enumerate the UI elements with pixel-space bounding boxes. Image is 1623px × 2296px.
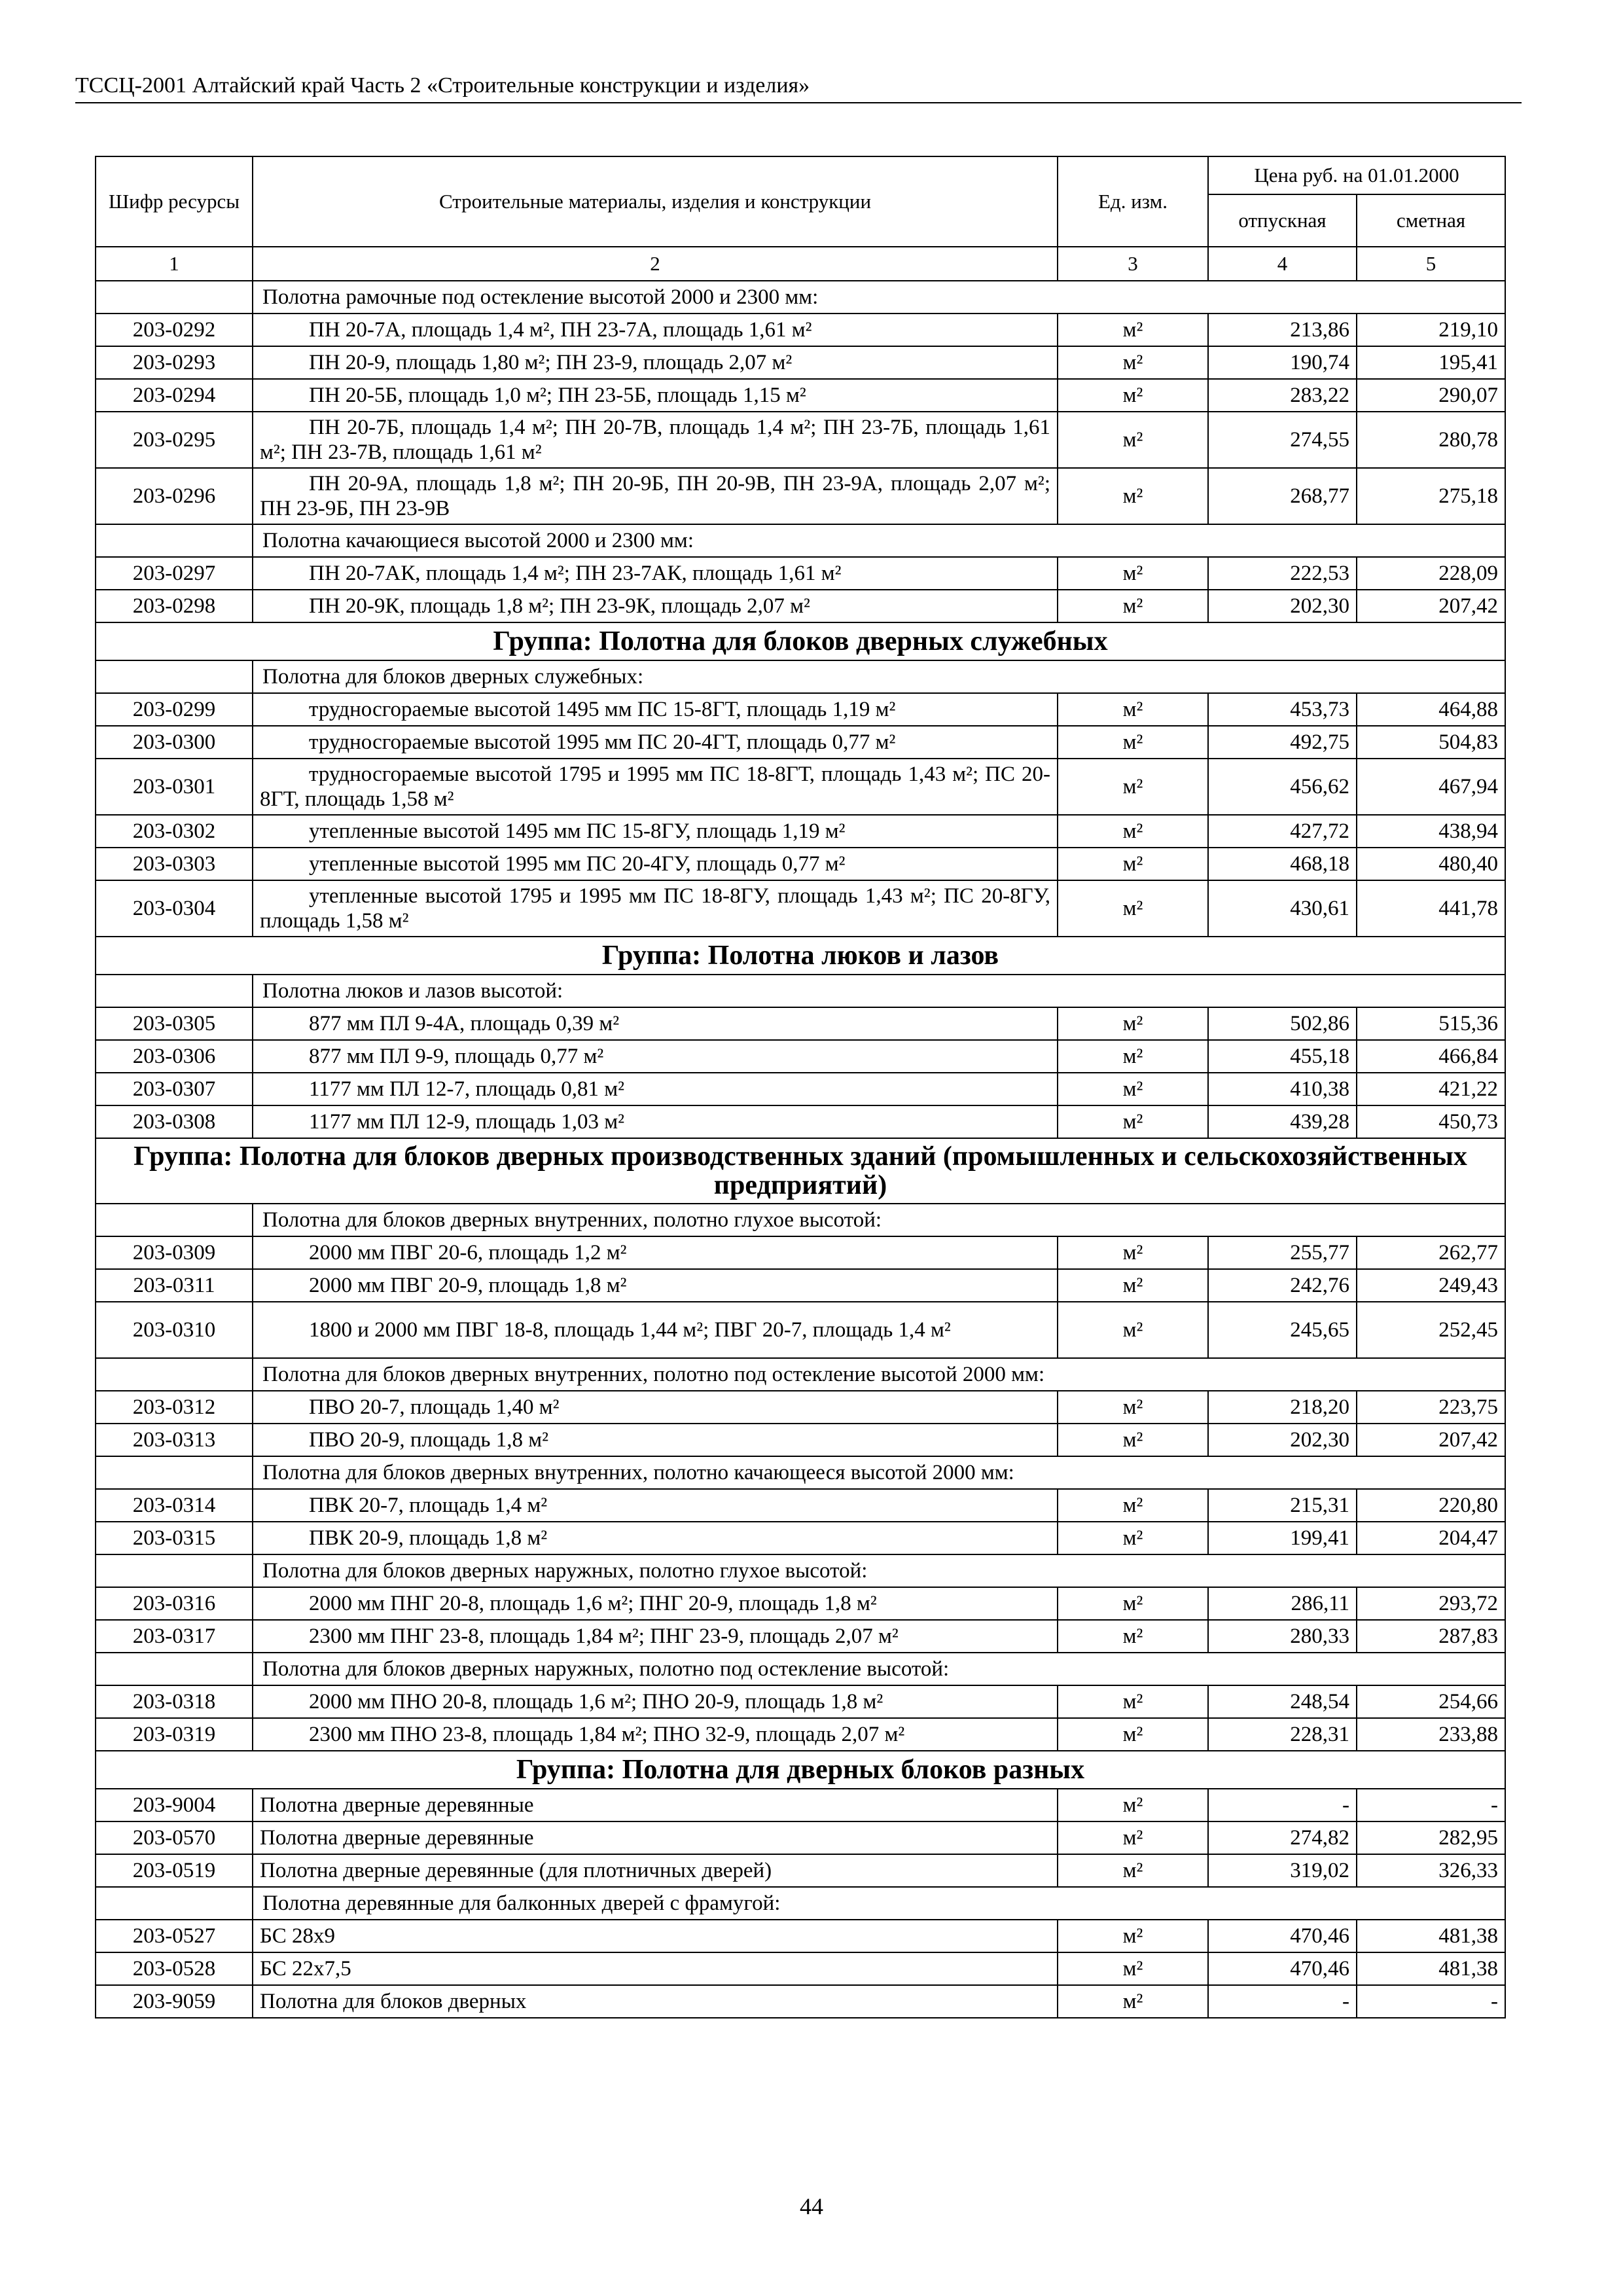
release-price: 213,86 xyxy=(1208,314,1357,346)
table-row xyxy=(96,1718,1505,1751)
resource-code: 203-0313 xyxy=(96,1424,253,1456)
estimate-price: 223,75 xyxy=(1357,1391,1505,1424)
release-price: 453,73 xyxy=(1208,693,1357,726)
estimate-price: 504,83 xyxy=(1357,726,1505,759)
estimate-price: 450,73 xyxy=(1357,1105,1505,1138)
unit: м² xyxy=(1058,1920,1208,1952)
item-name: 2000 мм ПВГ 20-6, площадь 1,2 м² xyxy=(253,1236,1058,1269)
item-name: ПН 20-9, площадь 1,80 м²; ПН 23-9, площадь 2,07 м² xyxy=(253,346,1058,379)
release-price: 199,41 xyxy=(1208,1522,1357,1554)
resource-code: 203-9004 xyxy=(96,1789,253,1821)
resource-code: 203-0318 xyxy=(96,1685,253,1718)
subsection-title: Полотна деревянные для балконных дверей с фрамугой: xyxy=(253,1887,1505,1920)
estimate-price: 466,84 xyxy=(1357,1040,1505,1073)
unit: м² xyxy=(1058,557,1208,590)
estimate-price: 252,45 xyxy=(1357,1302,1505,1358)
release-price: 286,11 xyxy=(1208,1587,1357,1620)
unit: м² xyxy=(1058,1040,1208,1073)
release-price: 274,82 xyxy=(1208,1821,1357,1854)
page-header: ТССЦ-2001 Алтайский край Часть 2 «Строительные конструкции и изделия» xyxy=(75,73,1522,103)
item-name: 1800 и 2000 мм ПВГ 18-8, площадь 1,44 м²; ПВГ 20-7, площадь 1,4 м² xyxy=(253,1302,1058,1358)
estimate-price: 249,43 xyxy=(1357,1269,1505,1302)
column-number: 2 xyxy=(253,247,1058,281)
estimate-price: 481,38 xyxy=(1357,1952,1505,1985)
release-price: 430,61 xyxy=(1208,880,1357,937)
subsection-title: Полотна для блоков дверных наружных, полотно под остекление высотой: xyxy=(253,1653,1505,1685)
resource-code: 203-0570 xyxy=(96,1821,253,1854)
unit: м² xyxy=(1058,1789,1208,1821)
column-number: 1 xyxy=(96,247,253,281)
item-name: Полотна дверные деревянные (для плотничных дверей) xyxy=(253,1854,1058,1887)
unit: м² xyxy=(1058,1489,1208,1522)
resource-code: 203-0303 xyxy=(96,848,253,880)
table-row xyxy=(96,1007,1505,1040)
table-row xyxy=(96,1073,1505,1105)
resource-code: 203-0315 xyxy=(96,1522,253,1554)
estimate-price: 204,47 xyxy=(1357,1522,1505,1554)
resource-code: 203-0306 xyxy=(96,1040,253,1073)
table-row xyxy=(96,590,1505,622)
table-row xyxy=(96,1920,1505,1952)
release-price: 492,75 xyxy=(1208,726,1357,759)
resource-code: 203-0292 xyxy=(96,314,253,346)
estimate-price: - xyxy=(1357,1789,1505,1821)
unit: м² xyxy=(1058,693,1208,726)
release-price: 190,74 xyxy=(1208,346,1357,379)
release-price: 283,22 xyxy=(1208,379,1357,412)
group-title: Группа: Полотна для блоков дверных производственных зданий (промышленных и сельскохозяйственных предприятий) xyxy=(96,1138,1505,1204)
subsection-title: Полотна рамочные под остекление высотой 2000 и 2300 мм: xyxy=(253,281,1505,314)
item-name: 2000 мм ПВГ 20-9, площадь 1,8 м² xyxy=(253,1269,1058,1302)
estimate-price: 228,09 xyxy=(1357,557,1505,590)
resource-code: 203-0527 xyxy=(96,1920,253,1952)
resource-code: 203-0311 xyxy=(96,1269,253,1302)
resource-code: 203-0302 xyxy=(96,815,253,848)
item-name: трудносгораемые высотой 1495 мм ПС 15-8ГТ, площадь 1,19 м² xyxy=(253,693,1058,726)
release-price: 218,20 xyxy=(1208,1391,1357,1424)
table-row xyxy=(96,346,1505,379)
estimate-price: 480,40 xyxy=(1357,848,1505,880)
table-row xyxy=(96,1269,1505,1302)
item-name: Полотна дверные деревянные xyxy=(253,1789,1058,1821)
estimate-price: 464,88 xyxy=(1357,693,1505,726)
release-price: 242,76 xyxy=(1208,1269,1357,1302)
resource-code: 203-0305 xyxy=(96,1007,253,1040)
unit: м² xyxy=(1058,1105,1208,1138)
release-price: - xyxy=(1208,1985,1357,2018)
release-price: 319,02 xyxy=(1208,1854,1357,1887)
unit: м² xyxy=(1058,1522,1208,1554)
release-price: 268,77 xyxy=(1208,468,1357,524)
release-price: 455,18 xyxy=(1208,1040,1357,1073)
release-price: 280,33 xyxy=(1208,1620,1357,1653)
header-code: Шифр ресурсы xyxy=(96,156,253,247)
table-row xyxy=(96,557,1505,590)
table-row xyxy=(96,1789,1505,1821)
column-number: 3 xyxy=(1058,247,1208,281)
subsection-row xyxy=(96,524,1505,557)
column-number: 4 xyxy=(1208,247,1357,281)
table-row xyxy=(96,1105,1505,1138)
subsection-row xyxy=(96,1358,1505,1391)
release-price: 456,62 xyxy=(1208,759,1357,815)
estimate-price: 254,66 xyxy=(1357,1685,1505,1718)
group-title: Группа: Полотна для блоков дверных служебных xyxy=(96,622,1505,660)
unit: м² xyxy=(1058,1007,1208,1040)
estimate-price: 207,42 xyxy=(1357,1424,1505,1456)
resource-code: 203-0308 xyxy=(96,1105,253,1138)
header-unit: Ед. изм. xyxy=(1058,156,1208,247)
header-release-price: отпускная xyxy=(1208,194,1357,247)
release-price: 222,53 xyxy=(1208,557,1357,590)
unit: м² xyxy=(1058,759,1208,815)
item-name: трудносгораемые высотой 1995 мм ПС 20-4ГТ, площадь 0,77 м² xyxy=(253,726,1058,759)
unit: м² xyxy=(1058,1620,1208,1653)
estimate-price: 207,42 xyxy=(1357,590,1505,622)
resource-code: 203-0297 xyxy=(96,557,253,590)
release-price: 427,72 xyxy=(1208,815,1357,848)
header-estimate-price: сметная xyxy=(1357,194,1505,247)
header-price: Цена руб. на 01.01.2000 xyxy=(1208,156,1505,194)
item-name: ПН 20-7Б, площадь 1,4 м²; ПН 20-7В, площадь 1,4 м²; ПН 23-7Б, площадь 1,61 м²; ПН 23-7В, площадь 1,61 м² xyxy=(253,412,1058,468)
resource-code: 203-0304 xyxy=(96,880,253,937)
group-title: Группа: Полотна для дверных блоков разных xyxy=(96,1751,1505,1789)
item-name: БС 22х7,5 xyxy=(253,1952,1058,1985)
group-row xyxy=(96,937,1505,975)
table-row xyxy=(96,1854,1505,1887)
unit: м² xyxy=(1058,379,1208,412)
item-name: 2000 мм ПНО 20-8, площадь 1,6 м²; ПНО 20-9, площадь 1,8 м² xyxy=(253,1685,1058,1718)
subsection-title: Полотна качающиеся высотой 2000 и 2300 мм: xyxy=(253,524,1505,557)
unit: м² xyxy=(1058,815,1208,848)
page-number: 44 xyxy=(800,2193,823,2219)
resource-code: 203-0310 xyxy=(96,1302,253,1358)
release-price: 502,86 xyxy=(1208,1007,1357,1040)
estimate-price: 515,36 xyxy=(1357,1007,1505,1040)
release-price: 202,30 xyxy=(1208,590,1357,622)
resource-code: 203-0309 xyxy=(96,1236,253,1269)
table-row xyxy=(96,815,1505,848)
release-price: 245,65 xyxy=(1208,1302,1357,1358)
release-price: 215,31 xyxy=(1208,1489,1357,1522)
item-name: 1177 мм ПЛ 12-7, площадь 0,81 м² xyxy=(253,1073,1058,1105)
table-row xyxy=(96,693,1505,726)
unit: м² xyxy=(1058,1073,1208,1105)
item-name: ПН 20-9К, площадь 1,8 м²; ПН 23-9К, площадь 2,07 м² xyxy=(253,590,1058,622)
table-row xyxy=(96,726,1505,759)
unit: м² xyxy=(1058,346,1208,379)
resource-code: 203-0299 xyxy=(96,693,253,726)
unit: м² xyxy=(1058,1718,1208,1751)
estimate-price: 220,80 xyxy=(1357,1489,1505,1522)
item-name: ПН 20-7АК, площадь 1,4 м²; ПН 23-7АК, площадь 1,61 м² xyxy=(253,557,1058,590)
resource-code: 203-0296 xyxy=(96,468,253,524)
unit: м² xyxy=(1058,1302,1208,1358)
item-name: ПН 20-9А, площадь 1,8 м²; ПН 20-9Б, ПН 20-9В, ПН 23-9А, площадь 2,07 м²; ПН 23-9Б, ПН 23-9В xyxy=(253,468,1058,524)
unit: м² xyxy=(1058,880,1208,937)
resource-code: 203-0528 xyxy=(96,1952,253,1985)
table-body xyxy=(96,281,1505,2018)
release-price: 468,18 xyxy=(1208,848,1357,880)
release-price: 255,77 xyxy=(1208,1236,1357,1269)
resource-code: 203-0314 xyxy=(96,1489,253,1522)
estimate-price: 195,41 xyxy=(1357,346,1505,379)
item-name: 1177 мм ПЛ 12-9, площадь 1,03 м² xyxy=(253,1105,1058,1138)
resource-code: 203-0312 xyxy=(96,1391,253,1424)
subsection-row xyxy=(96,281,1505,314)
unit: м² xyxy=(1058,1424,1208,1456)
release-price: 410,38 xyxy=(1208,1073,1357,1105)
item-name: 2000 мм ПНГ 20-8, площадь 1,6 м²; ПНГ 20-9, площадь 1,8 м² xyxy=(253,1587,1058,1620)
unit: м² xyxy=(1058,1854,1208,1887)
estimate-price: 326,33 xyxy=(1357,1854,1505,1887)
resource-code: 203-0319 xyxy=(96,1718,253,1751)
subsection-row xyxy=(96,1204,1505,1236)
table-row xyxy=(96,1821,1505,1854)
estimate-price: 219,10 xyxy=(1357,314,1505,346)
subsection-row xyxy=(96,1887,1505,1920)
item-name: Полотна дверные деревянные xyxy=(253,1821,1058,1854)
table-row xyxy=(96,468,1505,524)
unit: м² xyxy=(1058,1985,1208,2018)
estimate-price: 275,18 xyxy=(1357,468,1505,524)
table-row xyxy=(96,314,1505,346)
table-row xyxy=(96,1952,1505,1985)
table-row xyxy=(96,1685,1505,1718)
unit: м² xyxy=(1058,726,1208,759)
group-row xyxy=(96,1138,1505,1204)
release-price: - xyxy=(1208,1789,1357,1821)
item-name: ПВК 20-7, площадь 1,4 м² xyxy=(253,1489,1058,1522)
table-row xyxy=(96,759,1505,815)
item-name: 2300 мм ПНО 23-8, площадь 1,84 м²; ПНО 32-9, площадь 2,07 м² xyxy=(253,1718,1058,1751)
unit: м² xyxy=(1058,314,1208,346)
unit: м² xyxy=(1058,1269,1208,1302)
item-name: 877 мм ПЛ 9-4А, площадь 0,39 м² xyxy=(253,1007,1058,1040)
table-row xyxy=(96,1424,1505,1456)
item-name: ПН 20-5Б, площадь 1,0 м²; ПН 23-5Б, площадь 1,15 м² xyxy=(253,379,1058,412)
estimate-price: - xyxy=(1357,1985,1505,2018)
table-row xyxy=(96,1522,1505,1554)
release-price: 439,28 xyxy=(1208,1105,1357,1138)
table-row xyxy=(96,1587,1505,1620)
item-name: ПВО 20-9, площадь 1,8 м² xyxy=(253,1424,1058,1456)
estimate-price: 280,78 xyxy=(1357,412,1505,468)
unit: м² xyxy=(1058,412,1208,468)
subsection-row xyxy=(96,660,1505,693)
estimate-price: 282,95 xyxy=(1357,1821,1505,1854)
item-name: утепленные высотой 1795 и 1995 мм ПС 18-8ГУ, площадь 1,43 м²; ПС 20-8ГУ, площадь 1,58 м² xyxy=(253,880,1058,937)
release-price: 470,46 xyxy=(1208,1920,1357,1952)
column-number: 5 xyxy=(1357,247,1505,281)
release-price: 228,31 xyxy=(1208,1718,1357,1751)
item-name: трудносгораемые высотой 1795 и 1995 мм ПС 18-8ГТ, площадь 1,43 м²; ПС 20-8ГТ, площадь 1,58 м² xyxy=(253,759,1058,815)
release-price: 248,54 xyxy=(1208,1685,1357,1718)
release-price: 470,46 xyxy=(1208,1952,1357,1985)
unit: м² xyxy=(1058,1952,1208,1985)
group-row xyxy=(96,622,1505,660)
item-name: утепленные высотой 1495 мм ПС 15-8ГУ, площадь 1,19 м² xyxy=(253,815,1058,848)
subsection-title: Полотна люков и лазов высотой: xyxy=(253,975,1505,1007)
resource-code: 203-0295 xyxy=(96,412,253,468)
item-name: утепленные высотой 1995 мм ПС 20-4ГУ, площадь 0,77 м² xyxy=(253,848,1058,880)
unit: м² xyxy=(1058,1821,1208,1854)
estimate-price: 233,88 xyxy=(1357,1718,1505,1751)
table-row xyxy=(96,412,1505,468)
item-name: Полотна для блоков дверных xyxy=(253,1985,1058,2018)
item-name: ПВК 20-9, площадь 1,8 м² xyxy=(253,1522,1058,1554)
resource-code: 203-0519 xyxy=(96,1854,253,1887)
resource-code: 203-0307 xyxy=(96,1073,253,1105)
resource-code: 203-0300 xyxy=(96,726,253,759)
subsection-row xyxy=(96,1554,1505,1587)
resource-code: 203-0293 xyxy=(96,346,253,379)
table-row xyxy=(96,1620,1505,1653)
unit: м² xyxy=(1058,590,1208,622)
item-name: ПН 20-7А, площадь 1,4 м², ПН 23-7А, площадь 1,61 м² xyxy=(253,314,1058,346)
resource-code: 203-0301 xyxy=(96,759,253,815)
header-name: Строительные материалы, изделия и конструкции xyxy=(253,156,1058,247)
subsection-title: Полотна для блоков дверных внутренних, полотно глухое высотой: xyxy=(253,1204,1505,1236)
item-name: 2300 мм ПНГ 23-8, площадь 1,84 м²; ПНГ 23-9, площадь 2,07 м² xyxy=(253,1620,1058,1653)
table-row xyxy=(96,880,1505,937)
item-name: ПВО 20-7, площадь 1,40 м² xyxy=(253,1391,1058,1424)
resource-code: 203-0316 xyxy=(96,1587,253,1620)
release-price: 274,55 xyxy=(1208,412,1357,468)
item-name: 877 мм ПЛ 9-9, площадь 0,77 м² xyxy=(253,1040,1058,1073)
subsection-title: Полотна для блоков дверных внутренних, полотно под остекление высотой 2000 мм: xyxy=(253,1358,1505,1391)
estimate-price: 438,94 xyxy=(1357,815,1505,848)
table-row xyxy=(96,1302,1505,1358)
table-row xyxy=(96,1489,1505,1522)
subsection-row xyxy=(96,1653,1505,1685)
subsection-row xyxy=(96,975,1505,1007)
estimate-price: 287,83 xyxy=(1357,1620,1505,1653)
subsection-title: Полотна для блоков дверных служебных: xyxy=(253,660,1505,693)
estimate-price: 481,38 xyxy=(1357,1920,1505,1952)
resource-code: 203-9059 xyxy=(96,1985,253,2018)
subsection-row xyxy=(96,1456,1505,1489)
group-title: Группа: Полотна люков и лазов xyxy=(96,937,1505,975)
unit: м² xyxy=(1058,848,1208,880)
estimate-price: 293,72 xyxy=(1357,1587,1505,1620)
table-row xyxy=(96,848,1505,880)
estimate-price: 467,94 xyxy=(1357,759,1505,815)
table-row xyxy=(96,1040,1505,1073)
resource-code: 203-0294 xyxy=(96,379,253,412)
estimate-price: 441,78 xyxy=(1357,880,1505,937)
resource-code: 203-0317 xyxy=(96,1620,253,1653)
group-row xyxy=(96,1751,1505,1789)
price-table xyxy=(95,156,1506,2018)
unit: м² xyxy=(1058,1685,1208,1718)
unit: м² xyxy=(1058,1587,1208,1620)
resource-code: 203-0298 xyxy=(96,590,253,622)
unit: м² xyxy=(1058,1391,1208,1424)
table-row xyxy=(96,1985,1505,2018)
subsection-title: Полотна для блоков дверных наружных, полотно глухое высотой: xyxy=(253,1554,1505,1587)
unit: м² xyxy=(1058,468,1208,524)
item-name: БС 28х9 xyxy=(253,1920,1058,1952)
subsection-title: Полотна для блоков дверных внутренних, полотно качающееся высотой 2000 мм: xyxy=(253,1456,1505,1489)
estimate-price: 290,07 xyxy=(1357,379,1505,412)
unit: м² xyxy=(1058,1236,1208,1269)
table-row xyxy=(96,379,1505,412)
estimate-price: 421,22 xyxy=(1357,1073,1505,1105)
release-price: 202,30 xyxy=(1208,1424,1357,1456)
estimate-price: 262,77 xyxy=(1357,1236,1505,1269)
table-row xyxy=(96,1236,1505,1269)
table-row xyxy=(96,1391,1505,1424)
